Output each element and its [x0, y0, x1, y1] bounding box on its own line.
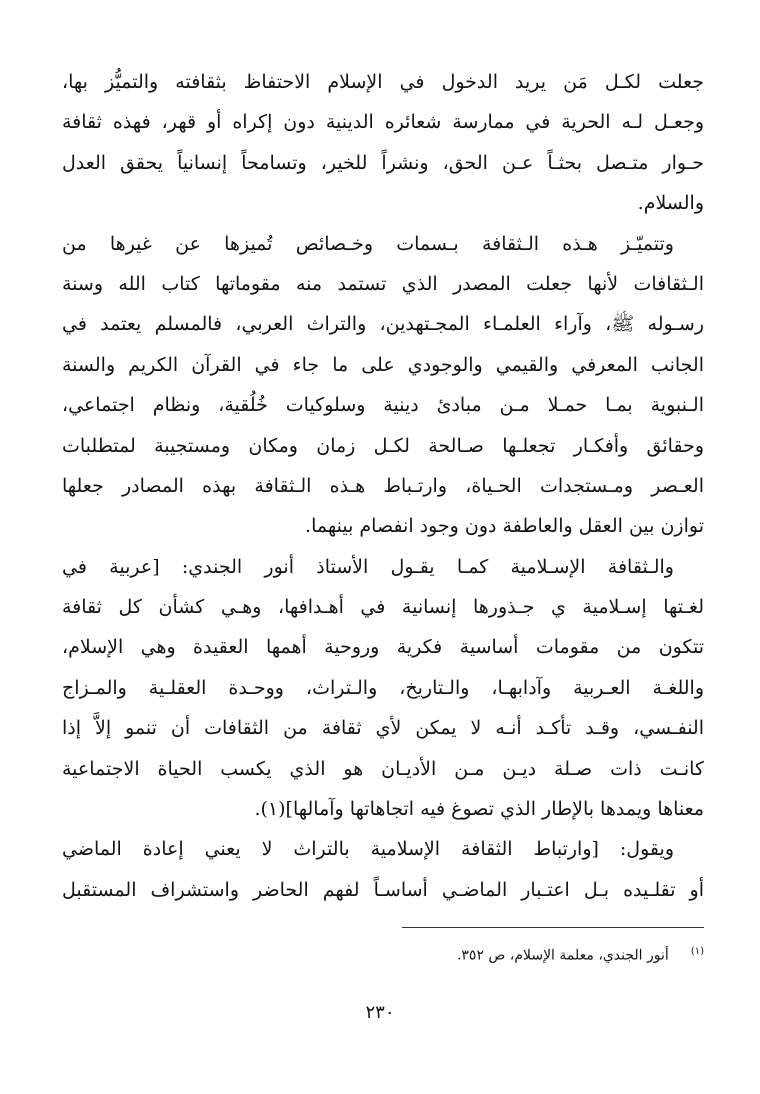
main-text [62, 62, 704, 910]
text-line: الجانب المعرفي والقيمي والوجودي على ما جاء في القرآن الكريم والسنة [62, 353, 704, 376]
text-line: النفـسي، وقـد تأكـد أنـه لا يمكن لأي ثقافة من الثقافات أن تنمو إلاَّ إذا [62, 717, 704, 740]
footnote [330, 938, 704, 970]
text-line: والسلام. [637, 192, 704, 215]
paragraph-4 [62, 829, 704, 910]
footnote-marker: (١) [690, 946, 704, 957]
text-line: أو تقلـيده بـل اعتـبار الماضـي أساسـاً لفهم الحاضر واستشراف المستقبل [62, 878, 704, 901]
paragraph-3 [62, 547, 704, 830]
text-line: وتتميّـز هـذه الـثقافة بـسمات وخـصائص تُميزها عن غيرها من [62, 232, 674, 255]
footnote-text: أنور الجندي، معلمة الإسلام، ص ٣٥٢. [456, 947, 669, 964]
text-line: حـوار متـصل بحثـاً عـن الحق، ونشراً للخير، وتسامحاً إنسانياً يحقق العدل [62, 151, 704, 174]
text-line: العـصر ومـستجدات الحـياة، وارتـباط هـذه الـثقافة بهذه المصادر جعلها [62, 474, 704, 497]
paragraph-2 [62, 224, 704, 547]
text-line: جعلت لكـل مَن يريد الدخول في الإسلام الاحتفاظ بثقافته والتميُّز بها، [62, 71, 704, 93]
page-number: ٢٣٠ [365, 1002, 395, 1023]
text-line: تتكون من مقومات أساسية فكرية وروحية أهمها العقيدة وهي الإسلام، [62, 636, 704, 659]
footnote-divider [402, 927, 704, 928]
text-line: وجعـل لـه الحرية في ممارسة شعائره الدينية دون إكراه أو قهر، فهذه ثقافة [62, 111, 704, 134]
paragraph-1 [62, 62, 704, 224]
text-line: الـثقافات لأنها جعلت المصدر الذي تستمد منه مقوماتها كتاب الله وسنة [62, 272, 704, 295]
text-line: والـثقافة الإسـلامية كمـا يقـول الأستاذ أنور الجندي: [عربية في [62, 555, 674, 578]
text-line: ويقول: [وارتباط الثقافة الإسلامية بالتراث لا يعني إعادة الماضي [62, 838, 674, 861]
text-line: الـنبوية بمـا حمـلا مـن مبادئ دينية وسلوكيات خُلُقية، ونظام اجتماعي، [62, 394, 704, 417]
text-line: معناها ويمدها بالإطار الذي تصوغ فيه اتجاهاتها وآمالها](١). [254, 798, 704, 821]
text-line: توازن بين العقل والعاطفة دون وجود انفصام بينهما. [305, 515, 704, 538]
text-line: واللغـة العـربية وآدابهـا، والـتاريخ، والـتراث، ووحـدة العقلـية والمـزاج [62, 676, 704, 699]
text-line: كانـت ذات صـلة ديـن مـن الأديـان هو الذي يكسب الحياة الاجتماعية [62, 757, 704, 780]
text-line: وحقائق وأفكـار تجعلـها صـالحة لكـل زمان ومكان ومستجيبة لمتطلبات [62, 434, 704, 457]
text-line: لغـتها إسـلامية ي جـذورها إنسانية في أهـدافها، وهـي كشأن كل ثقافة [62, 596, 704, 619]
text-line: رسـوله ﷺ، وآراء العلمـاء المجـتهدين، والتراث العربي، فالمسلم يعتمد في [62, 313, 704, 336]
